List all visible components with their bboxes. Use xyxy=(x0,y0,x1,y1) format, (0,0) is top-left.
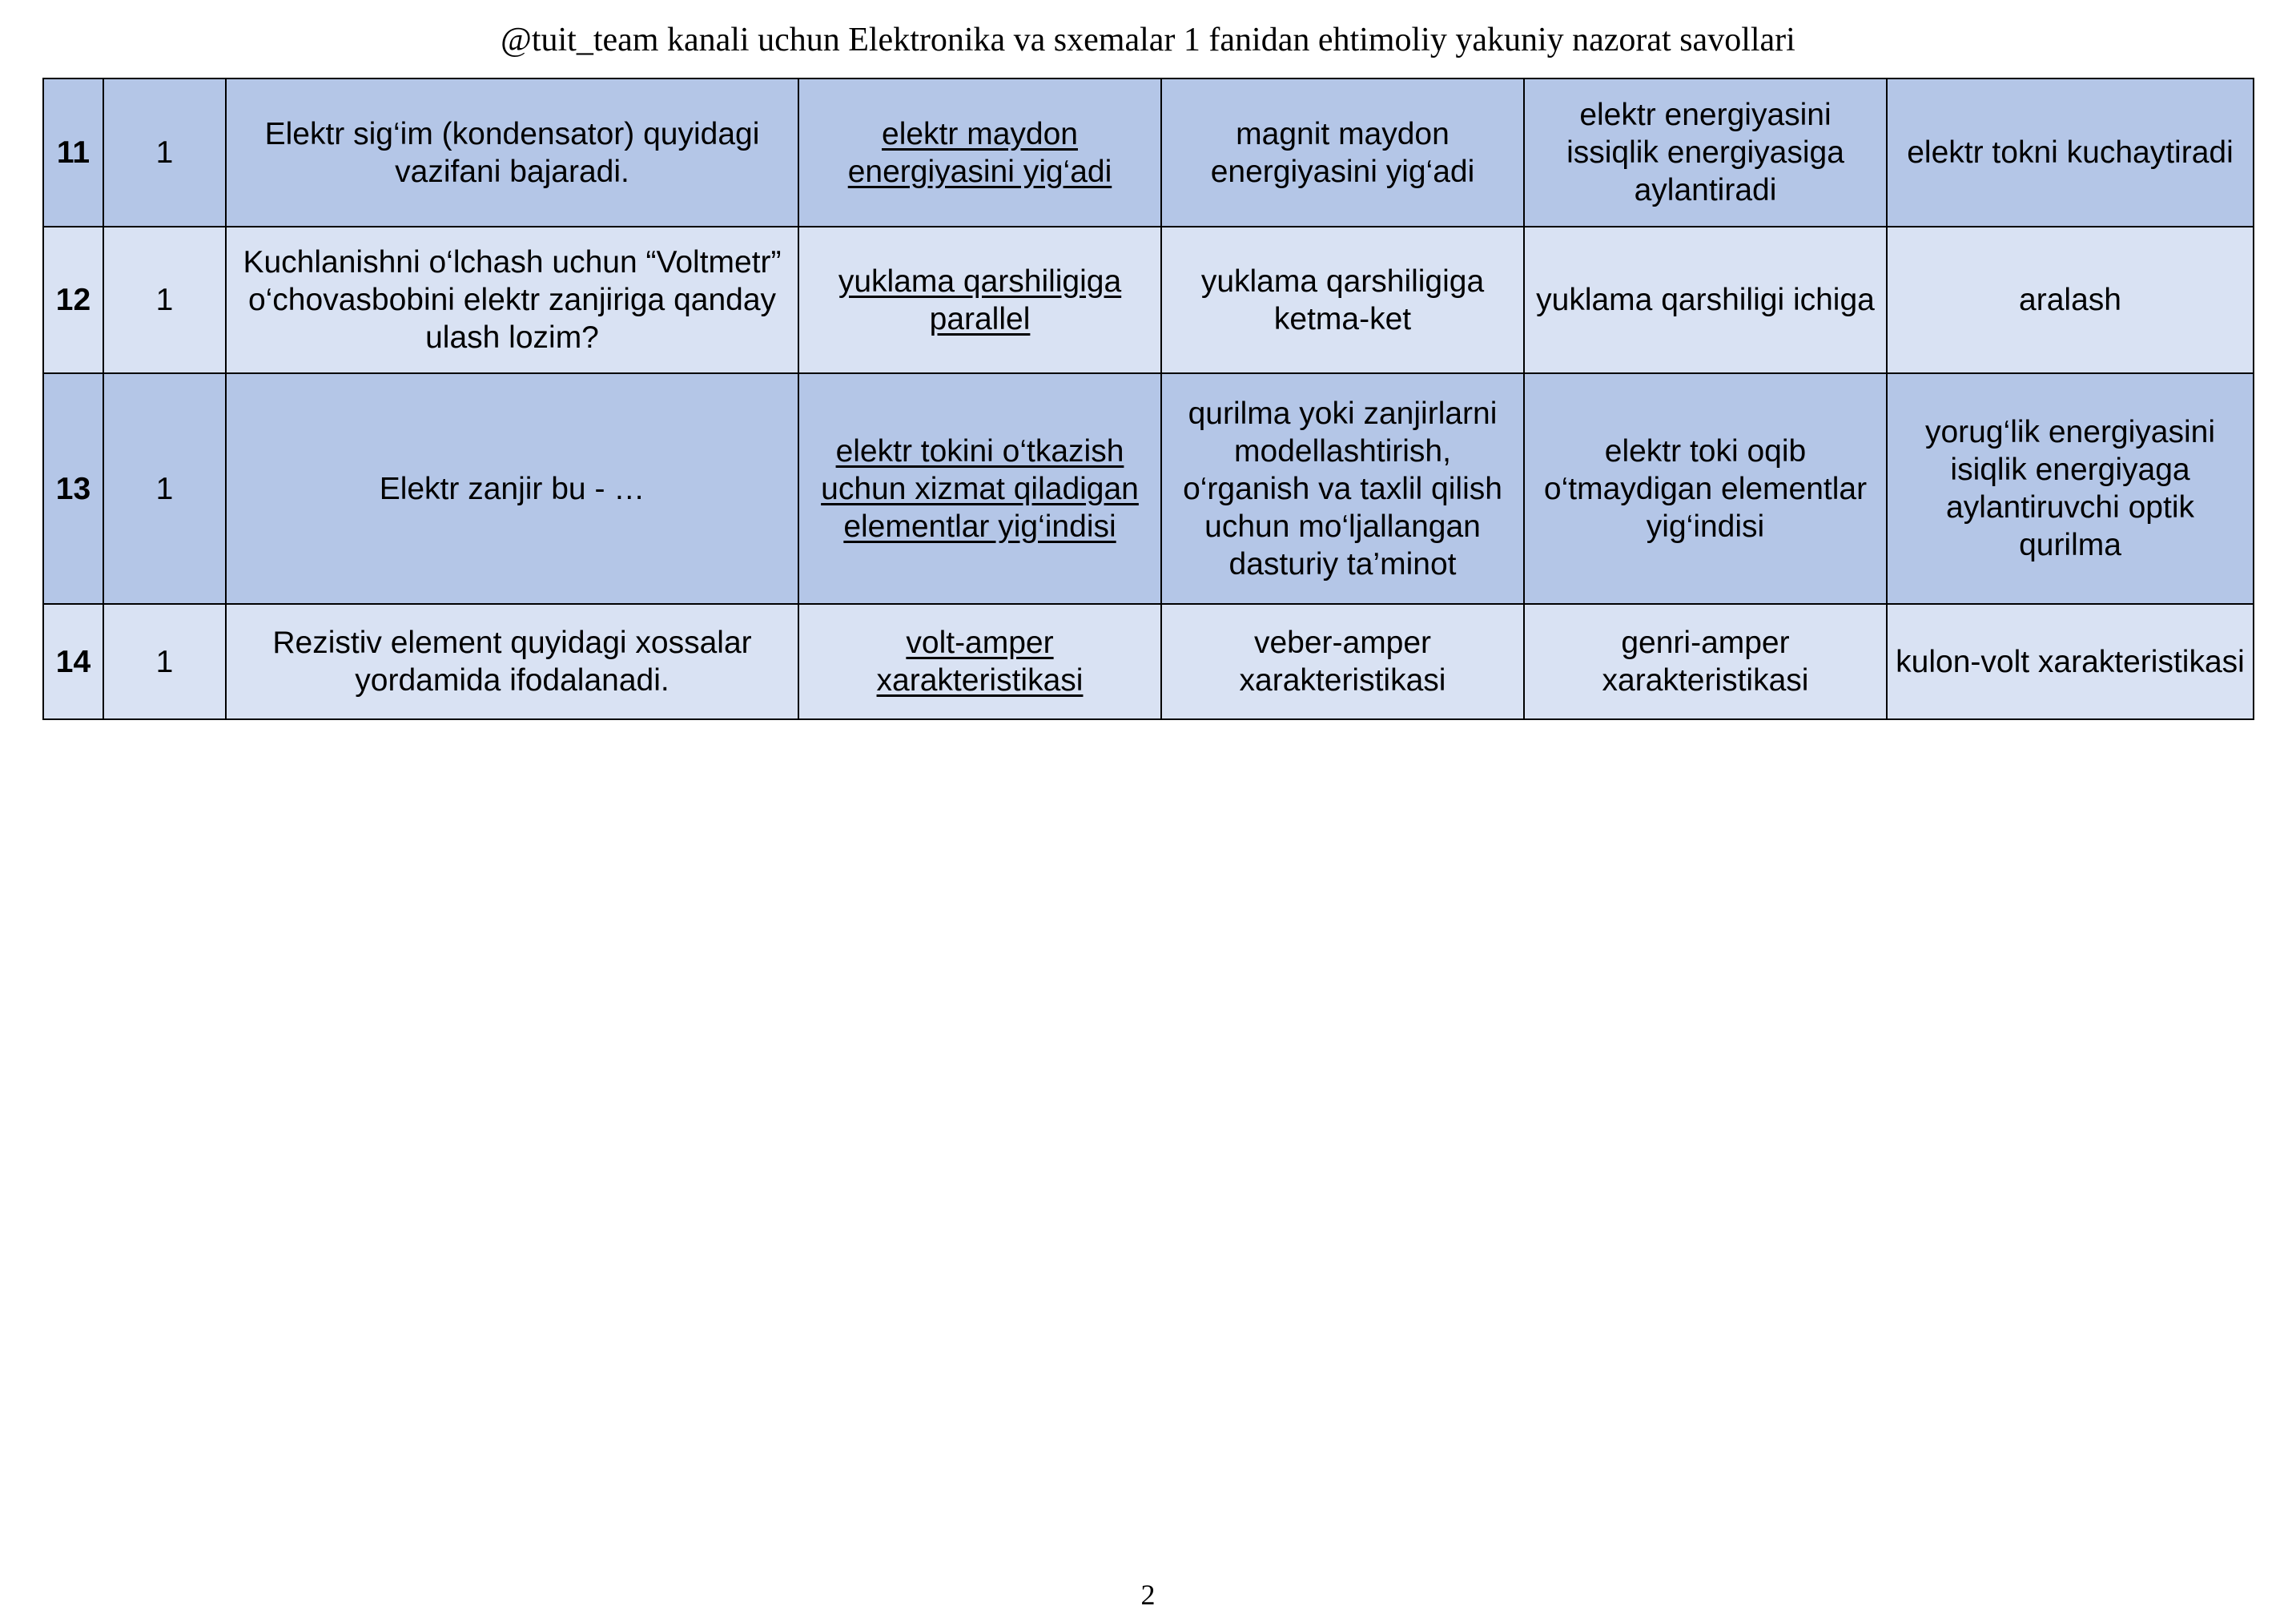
answer-option: veber-amper xarakteristikasi xyxy=(1161,604,1524,719)
table-row xyxy=(43,78,2254,227)
answer-text: volt-amper xarakteristikasi xyxy=(876,626,1084,698)
question-difficulty: 1 xyxy=(103,373,226,604)
answer-option: kulon-volt xarakteristikasi xyxy=(1887,604,2254,719)
question-number: 14 xyxy=(43,604,103,719)
answer-option: elektr tokni kuchaytiradi xyxy=(1887,78,2254,227)
answer-option: elektr energiyasini issiqlik energiyasiga aylantiradi xyxy=(1524,78,1887,227)
answer-option: yuklama qarshiligiga ketma-ket xyxy=(1161,227,1524,373)
questions-table xyxy=(42,78,2254,720)
answer-option: magnit maydon energiyasini yig‘adi xyxy=(1161,78,1524,227)
answer-option: yorug‘lik energiyasini isiqlik energiyaga aylantiruvchi optik qurilma xyxy=(1887,373,2254,604)
answer-option-correct xyxy=(798,604,1161,719)
question-number: 13 xyxy=(43,373,103,604)
answer-text: elektr tokini o‘tkazish uchun xizmat qiladigan elementlar yig‘indisi xyxy=(821,433,1139,544)
answer-option-correct xyxy=(798,78,1161,227)
answer-text: yuklama qarshiligiga parallel xyxy=(838,264,1122,336)
table-row xyxy=(43,373,2254,604)
question-text: Elektr sig‘im (kondensator) quyidagi vazifani bajaradi. xyxy=(226,78,798,227)
question-text: Kuchlanishni o‘lchash uchun “Voltmetr” o‘chovasbobini elektr zanjiriga qanday ulash lozim? xyxy=(226,227,798,373)
question-difficulty: 1 xyxy=(103,78,226,227)
question-number: 11 xyxy=(43,78,103,227)
answer-option-correct xyxy=(798,373,1161,604)
question-number: 12 xyxy=(43,227,103,373)
answer-option: yuklama qarshiligi ichiga xyxy=(1524,227,1887,373)
question-text: Elektr zanjir bu - … xyxy=(226,373,798,604)
page-number: 2 xyxy=(1140,1579,1156,1611)
answer-option: aralash xyxy=(1887,227,2254,373)
question-text: Rezistiv element quyidagi xossalar yordamida ifodalanadi. xyxy=(226,604,798,719)
table-row xyxy=(43,604,2254,719)
document-title: @tuit_team kanali uchun Elektronika va sxemalar 1 fanidan ehtimoliy yakuniy nazorat savollari xyxy=(501,22,1795,58)
question-difficulty: 1 xyxy=(103,604,226,719)
question-difficulty: 1 xyxy=(103,227,226,373)
answer-option: elektr toki oqib o‘tmaydigan elementlar yig‘indisi xyxy=(1524,373,1887,604)
answer-text: elektr maydon energiyasini yig‘adi xyxy=(847,116,1112,189)
answer-option-correct xyxy=(798,227,1161,373)
table-row xyxy=(43,227,2254,373)
answer-option: qurilma yoki zanjirlarni modellashtirish, o‘rganish va taxlil qilish uchun mo‘ljallangan dasturiy ta’minot xyxy=(1161,373,1524,604)
answer-option: genri-amper xarakteristikasi xyxy=(1524,604,1887,719)
